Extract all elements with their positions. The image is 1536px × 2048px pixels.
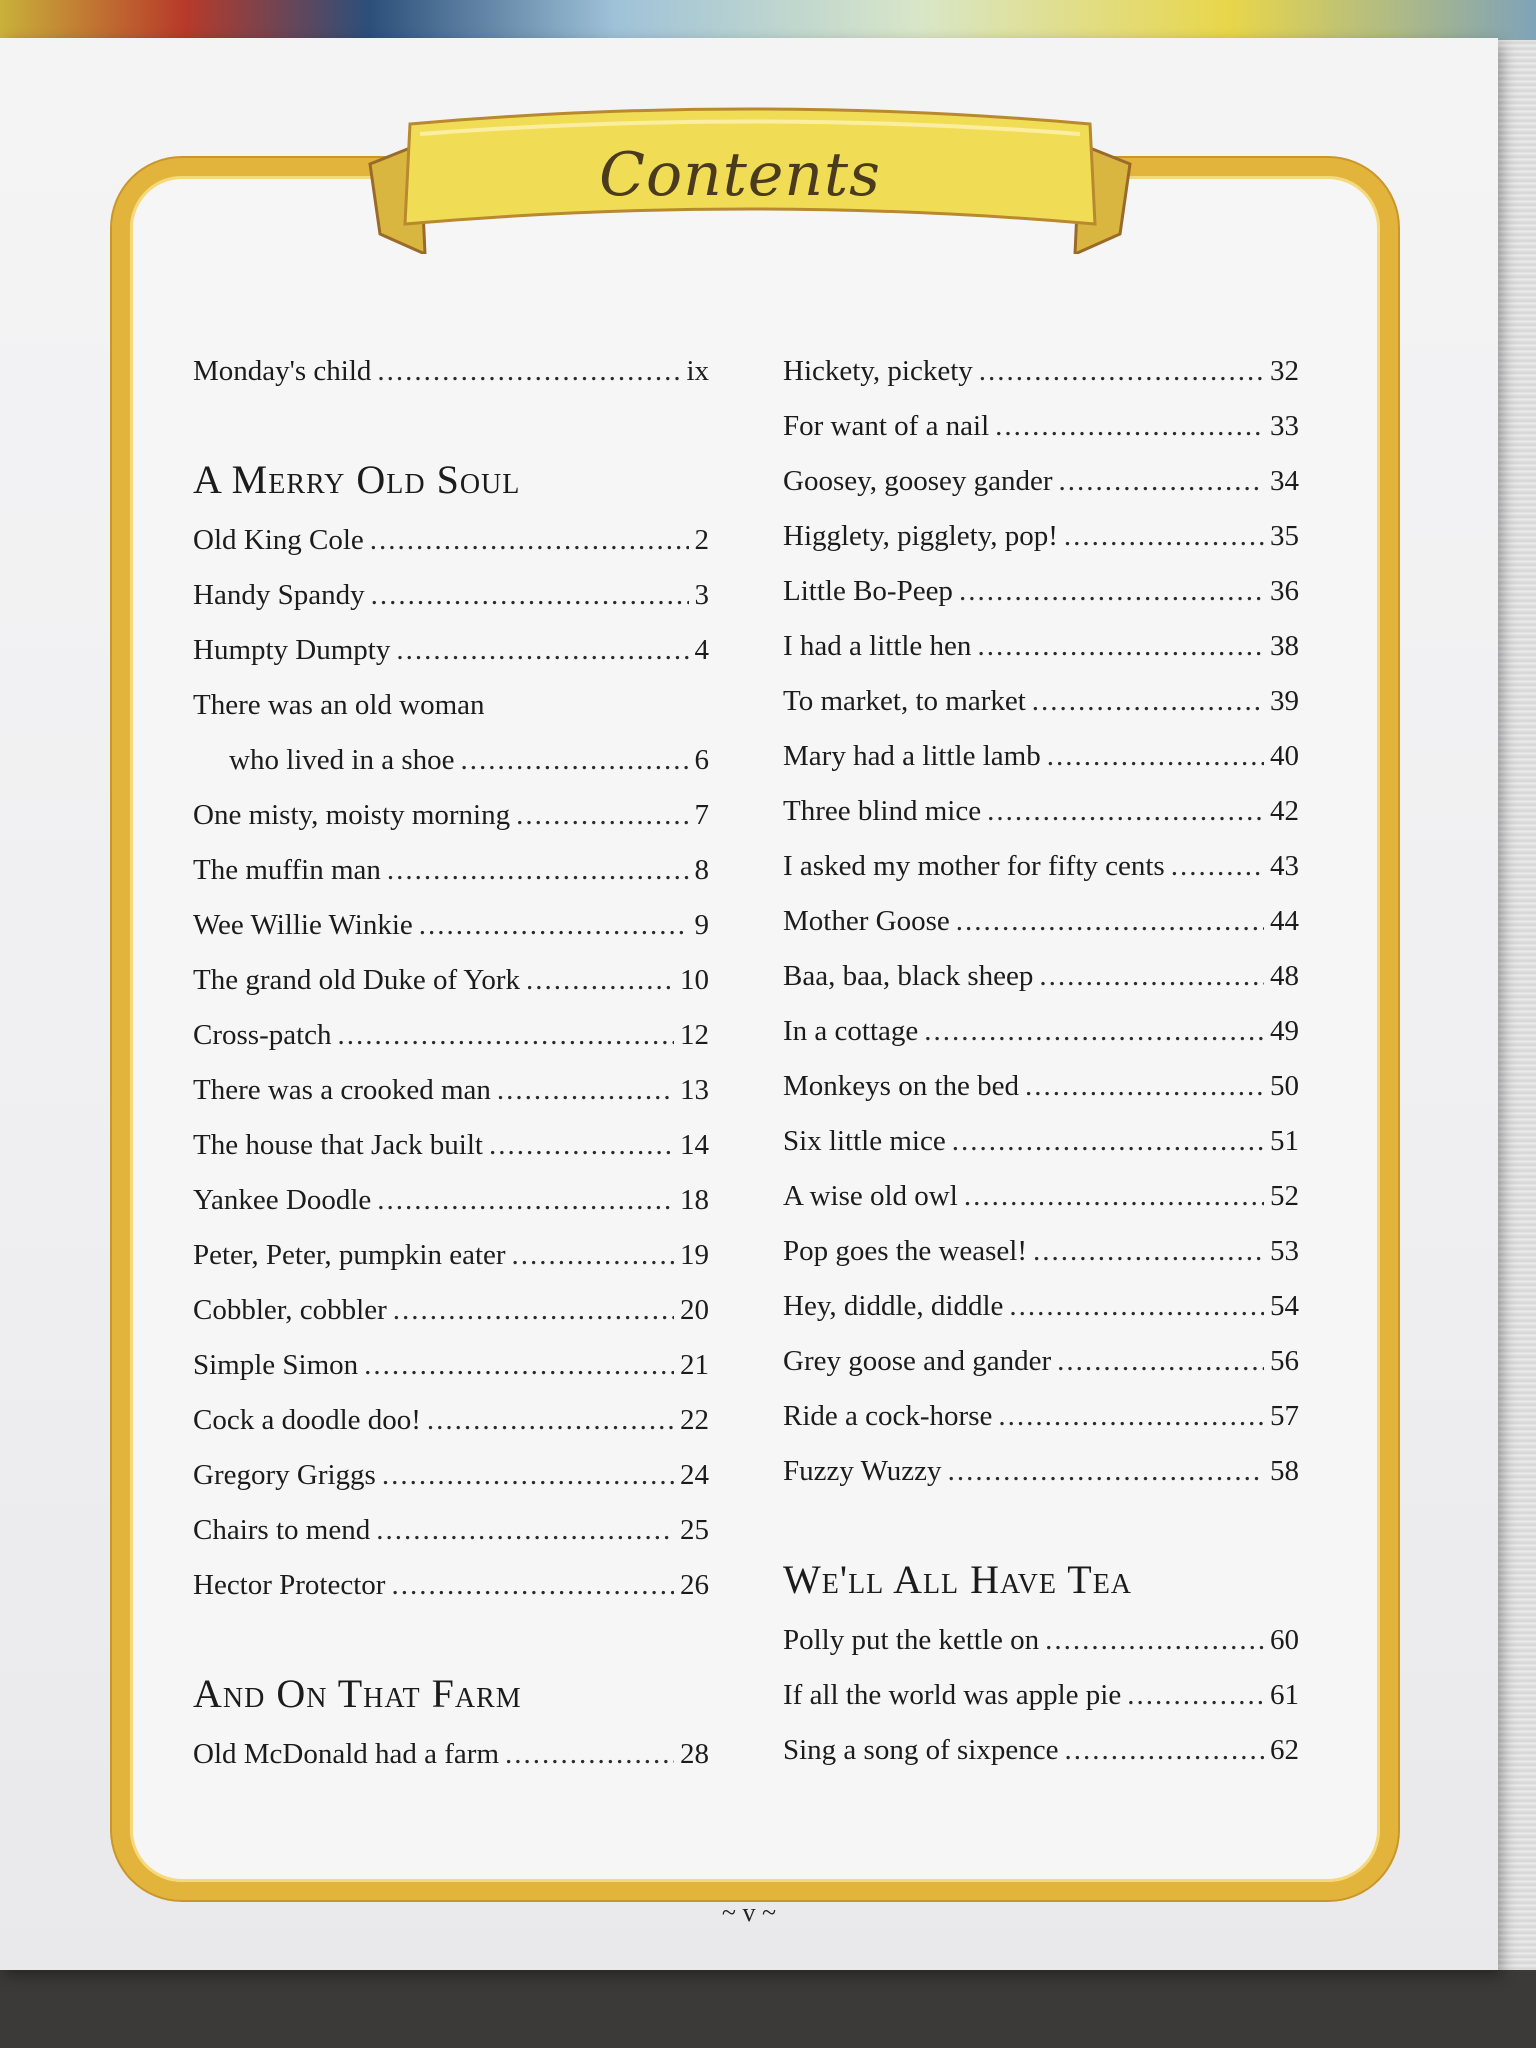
entry-page: 9 <box>694 909 709 941</box>
dot-leader <box>1025 1059 1264 1114</box>
toc-entry <box>783 674 1299 729</box>
entry-page: 24 <box>680 1459 709 1491</box>
toc-entry <box>193 1173 709 1228</box>
toc-entry <box>193 788 709 843</box>
entry-page: 7 <box>694 799 709 831</box>
dot-leader <box>427 1393 674 1448</box>
dot-leader <box>1171 839 1264 894</box>
dot-leader <box>526 953 674 1008</box>
dot-leader <box>1064 509 1264 564</box>
dot-leader <box>964 1169 1264 1224</box>
entry-page: 33 <box>1270 410 1299 442</box>
entry-title: Baa, baa, black sheep <box>783 960 1034 992</box>
entry-page: 28 <box>680 1738 709 1770</box>
toc-entry <box>193 898 709 953</box>
entry-title: Monkeys on the bed <box>783 1070 1019 1102</box>
dot-leader <box>977 619 1264 674</box>
entry-title: Monday's child <box>193 355 372 387</box>
toc-entry <box>783 1169 1299 1224</box>
entry-title: To market, to market <box>783 685 1026 717</box>
entry-page: ix <box>686 355 709 387</box>
dot-leader <box>497 1063 674 1118</box>
toc-entry <box>783 894 1299 949</box>
dot-leader <box>376 1503 674 1558</box>
entry-title: A wise old owl <box>783 1180 958 1212</box>
entry-title: Grey goose and gander <box>783 1345 1052 1377</box>
entry-title: Cock a doodle doo! <box>193 1404 421 1436</box>
entry-page: 52 <box>1270 1180 1299 1212</box>
dot-leader <box>924 1004 1264 1059</box>
toc-entry <box>783 1279 1299 1334</box>
dot-leader <box>364 1338 674 1393</box>
entry-title: Old King Cole <box>193 524 364 556</box>
entry-page: 20 <box>680 1294 709 1326</box>
entry-title: Polly put the kettle on <box>783 1624 1040 1656</box>
dot-leader <box>956 894 1264 949</box>
toc-entry <box>783 1389 1299 1444</box>
entry-title: Three blind mice <box>783 795 982 827</box>
toc-right-column <box>783 344 1299 1778</box>
entry-page: 3 <box>694 579 709 611</box>
toc-entry <box>193 1283 709 1338</box>
entry-page: 43 <box>1270 850 1299 882</box>
dot-leader <box>396 623 688 678</box>
dot-leader <box>1059 454 1264 509</box>
toc-entry <box>783 1723 1299 1778</box>
entry-title: For want of a nail <box>783 410 990 442</box>
entry-title: I had a little hen <box>783 630 972 662</box>
toc-entry <box>783 509 1299 564</box>
toc-entry <box>783 1613 1299 1668</box>
entry-title: Mary had a little lamb <box>783 740 1041 772</box>
toc-entry <box>783 1004 1299 1059</box>
toc-entry <box>193 1727 709 1782</box>
toc-entry <box>193 1008 709 1063</box>
dot-leader <box>979 344 1264 399</box>
toc-entry <box>783 784 1299 839</box>
dot-leader <box>1032 674 1264 729</box>
toc-entry <box>193 1393 709 1448</box>
entry-title: Six little mice <box>783 1125 946 1157</box>
dot-leader <box>461 733 689 788</box>
dot-leader <box>489 1118 674 1173</box>
entry-page: 49 <box>1270 1015 1299 1047</box>
entry-page: 26 <box>680 1569 709 1601</box>
entry-title: Ride a cock-horse <box>783 1400 993 1432</box>
toc-entry <box>193 623 709 678</box>
entry-title: The house that Jack built <box>193 1129 483 1161</box>
entry-page: 10 <box>680 964 709 996</box>
entry-page: 40 <box>1270 740 1299 772</box>
section-spacer <box>193 399 709 447</box>
entry-title: Simple Simon <box>193 1349 359 1381</box>
dot-leader <box>371 568 689 623</box>
entry-page: 22 <box>680 1404 709 1436</box>
dot-leader <box>382 1448 674 1503</box>
entry-title: Cobbler, cobbler <box>193 1294 387 1326</box>
section-heading: We'll All Have Tea <box>783 1557 1133 1602</box>
toc-entry <box>783 344 1299 399</box>
dot-leader <box>1045 1613 1264 1668</box>
entry-title: Chairs to mend <box>193 1514 371 1546</box>
section-spacer <box>783 1499 1299 1547</box>
toc-entry <box>193 953 709 1008</box>
toc-entry <box>783 1114 1299 1169</box>
section-entries <box>193 513 709 1613</box>
dot-leader <box>987 784 1264 839</box>
dot-leader <box>505 1727 674 1782</box>
toc-entry <box>193 344 709 399</box>
entry-page: 50 <box>1270 1070 1299 1102</box>
entry-title: Sing a song of sixpence <box>783 1734 1059 1766</box>
dot-leader <box>512 1228 674 1283</box>
entry-page: 53 <box>1270 1235 1299 1267</box>
entry-page: 51 <box>1270 1125 1299 1157</box>
entry-title: Mother Goose <box>783 905 950 937</box>
entry-title: Hector Protector <box>193 1569 386 1601</box>
dot-leader <box>377 344 680 399</box>
entry-title: There was an old woman <box>193 689 485 721</box>
toc-entry <box>783 564 1299 619</box>
page-title: Contents <box>599 140 881 210</box>
toc-entry <box>783 399 1299 454</box>
entry-page: 34 <box>1270 465 1299 497</box>
section-heading: A Merry Old Soul <box>193 457 521 502</box>
page-number: ~ v ~ <box>721 1898 777 1927</box>
entry-title: Goosey, goosey gander <box>783 465 1053 497</box>
entry-title: Little Bo-Peep <box>783 575 953 607</box>
entry-page: 58 <box>1270 1455 1299 1487</box>
entry-title: Wee Willie Winkie <box>193 909 413 941</box>
toc-entry <box>193 733 709 788</box>
dot-leader <box>1047 729 1264 784</box>
entry-page: 61 <box>1270 1679 1299 1711</box>
section-spacer <box>193 1613 709 1661</box>
entry-title: Cross-patch <box>193 1019 332 1051</box>
entry-title: Hickety, pickety <box>783 355 973 387</box>
page-edges <box>1492 40 1536 1970</box>
dot-leader <box>338 1008 674 1063</box>
entry-title: If all the world was apple pie <box>783 1679 1122 1711</box>
entry-page: 6 <box>694 744 709 776</box>
dot-leader <box>391 1558 674 1613</box>
entry-title: I asked my mother for fifty cents <box>783 850 1165 882</box>
entry-page: 56 <box>1270 1345 1299 1377</box>
entry-title: Peter, Peter, pumpkin eater <box>193 1239 506 1271</box>
entry-page: 36 <box>1270 575 1299 607</box>
entry-page: 35 <box>1270 520 1299 552</box>
dot-leader <box>1064 1723 1264 1778</box>
toc-entry <box>193 1448 709 1503</box>
dot-leader <box>387 843 689 898</box>
entry-page: 42 <box>1270 795 1299 827</box>
entry-title: Pop goes the weasel! <box>783 1235 1028 1267</box>
toc-entry <box>783 839 1299 894</box>
toc-entry <box>193 513 709 568</box>
dot-leader <box>959 564 1264 619</box>
dot-leader <box>998 1389 1264 1444</box>
toc-entry <box>783 729 1299 784</box>
section-entries <box>193 1727 709 1782</box>
toc-entry <box>783 1444 1299 1499</box>
toc-left-column <box>193 344 709 1782</box>
section-entries <box>783 1613 1299 1778</box>
dot-leader <box>516 788 688 843</box>
dot-leader <box>377 1173 674 1228</box>
entry-page: 54 <box>1270 1290 1299 1322</box>
toc-entry <box>193 678 709 733</box>
entry-page: 2 <box>694 524 709 556</box>
entry-title: The grand old Duke of York <box>193 964 521 996</box>
entry-page: 4 <box>694 634 709 666</box>
entry-title: One misty, moisty morning <box>193 799 511 831</box>
entry-page: 18 <box>680 1184 709 1216</box>
entry-title: Yankee Doodle <box>193 1184 372 1216</box>
dot-leader <box>1057 1334 1264 1389</box>
entry-title: Higglety, pigglety, pop! <box>783 520 1058 552</box>
entry-page: 60 <box>1270 1624 1299 1656</box>
entry-title: The muffin man <box>193 854 381 886</box>
entry-page: 21 <box>680 1349 709 1381</box>
entry-page: 57 <box>1270 1400 1299 1432</box>
dot-leader <box>370 513 689 568</box>
toc-entry <box>783 949 1299 1004</box>
entry-page: 12 <box>680 1019 709 1051</box>
entry-page: 48 <box>1270 960 1299 992</box>
toc-entry <box>193 1063 709 1118</box>
entry-title: Old McDonald had a farm <box>193 1738 500 1770</box>
entry-title: Hey, diddle, diddle <box>783 1290 1004 1322</box>
dot-leader <box>393 1283 674 1338</box>
dot-leader <box>948 1444 1264 1499</box>
entry-title: There was a crooked man <box>193 1074 491 1106</box>
toc-entry <box>193 1503 709 1558</box>
toc-entry <box>783 454 1299 509</box>
toc-entry <box>193 843 709 898</box>
dot-leader <box>952 1114 1264 1169</box>
toc-entry <box>783 1668 1299 1723</box>
dot-leader <box>1033 1224 1264 1279</box>
entry-page: 8 <box>694 854 709 886</box>
entry-title: In a cottage <box>783 1015 919 1047</box>
toc-entry <box>783 1334 1299 1389</box>
entry-page: 38 <box>1270 630 1299 662</box>
entry-title: Fuzzy Wuzzy <box>783 1455 942 1487</box>
toc-entry <box>193 568 709 623</box>
entry-page: 13 <box>680 1074 709 1106</box>
section-entries <box>783 344 1299 1499</box>
entry-title: Gregory Griggs <box>193 1459 376 1491</box>
dot-leader <box>1009 1279 1264 1334</box>
dot-leader <box>995 399 1264 454</box>
entry-page: 14 <box>680 1129 709 1161</box>
entry-page: 19 <box>680 1239 709 1271</box>
entry-page: 32 <box>1270 355 1299 387</box>
toc-entry <box>783 1224 1299 1279</box>
entry-page: 39 <box>1270 685 1299 717</box>
entry-title: Humpty Dumpty <box>193 634 391 666</box>
toc-entry <box>783 1059 1299 1114</box>
dot-leader <box>1127 1668 1264 1723</box>
entry-page: 44 <box>1270 905 1299 937</box>
toc-entry <box>783 619 1299 674</box>
dot-leader <box>1039 949 1264 1004</box>
dot-leader <box>419 898 689 953</box>
entry-page: 25 <box>680 1514 709 1546</box>
entry-title: Handy Spandy <box>193 579 365 611</box>
entry-page: 62 <box>1270 1734 1299 1766</box>
toc-entry <box>193 1228 709 1283</box>
toc-entry <box>193 1118 709 1173</box>
toc-entry <box>193 1558 709 1613</box>
entry-title: who lived in a shoe <box>229 744 455 776</box>
toc-entry <box>193 1338 709 1393</box>
section-heading: And On That Farm <box>193 1671 522 1716</box>
